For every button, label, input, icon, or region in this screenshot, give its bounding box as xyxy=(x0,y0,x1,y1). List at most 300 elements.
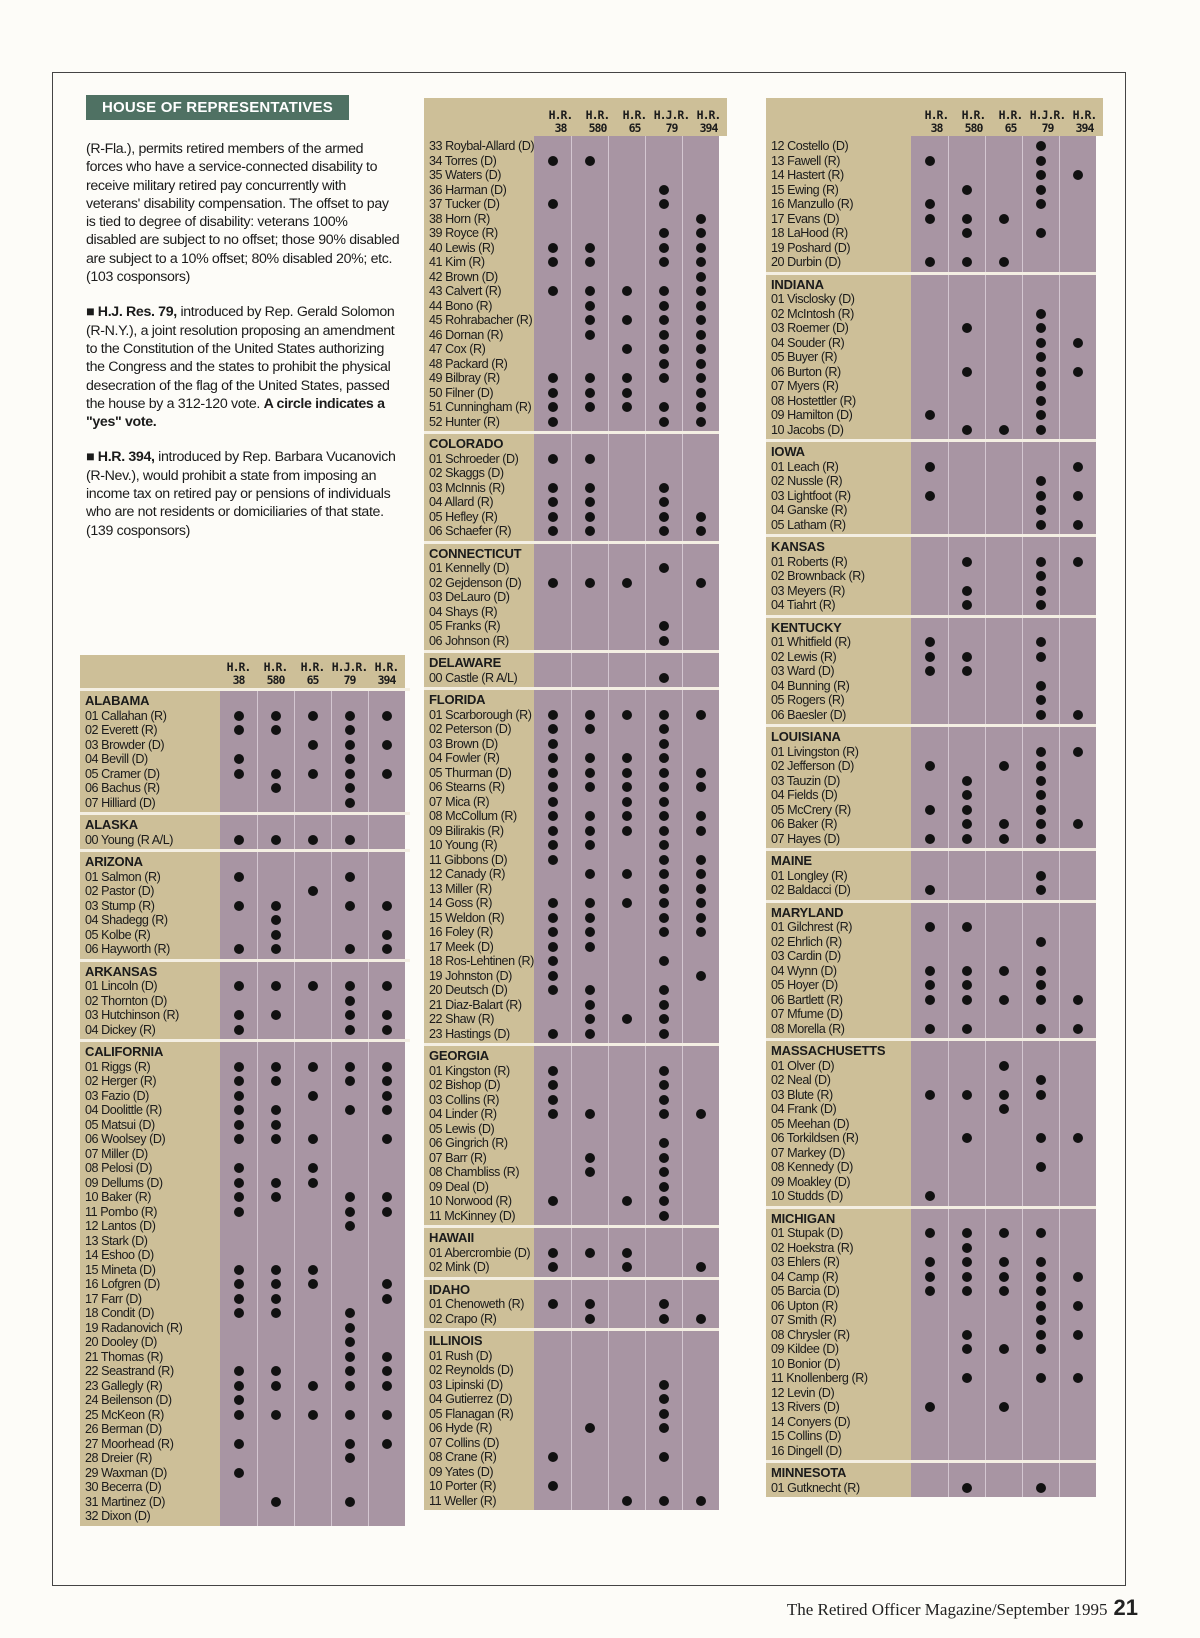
vote-table-column-2 xyxy=(424,98,719,1510)
yes-vote-dot xyxy=(1036,995,1046,1005)
yes-vote-dot xyxy=(696,344,706,354)
member-name: 01 Salmon (R) xyxy=(85,869,161,884)
yes-vote-dot xyxy=(345,1439,355,1449)
yes-vote-dot xyxy=(659,257,669,267)
yes-vote-dot xyxy=(659,1138,669,1148)
yes-vote-dot xyxy=(659,636,669,646)
yes-vote-dot xyxy=(382,1366,392,1376)
member-name: 02 Herger (R) xyxy=(85,1074,157,1088)
yes-vote-dot xyxy=(659,1014,669,1024)
state-section xyxy=(424,1328,719,1510)
yes-vote-dot xyxy=(696,214,706,224)
yes-vote-dot xyxy=(308,1279,318,1289)
yes-vote-dot xyxy=(1036,600,1046,610)
yes-vote-dot xyxy=(234,1207,244,1217)
yes-vote-dot xyxy=(999,1090,1009,1100)
yes-vote-dot xyxy=(696,228,706,238)
member-name: 17 Meek (D) xyxy=(429,939,494,954)
yes-vote-dot xyxy=(382,1105,392,1115)
yes-vote-dot xyxy=(548,578,558,588)
yes-vote-dot xyxy=(382,1279,392,1289)
vote-grid xyxy=(534,544,719,651)
yes-vote-dot xyxy=(345,1410,355,1420)
yes-vote-dot xyxy=(345,1453,355,1463)
yes-vote-dot xyxy=(271,1120,281,1130)
yes-vote-dot xyxy=(1036,1286,1046,1296)
member-name: 01 Olver (D) xyxy=(771,1058,835,1073)
state-name: DELAWARE xyxy=(429,655,502,670)
yes-vote-dot xyxy=(234,1308,244,1318)
yes-vote-dot xyxy=(696,1314,706,1324)
yes-vote-dot xyxy=(1036,790,1046,800)
yes-vote-dot xyxy=(696,272,706,282)
member-name: 02 Reynolds (D) xyxy=(429,1363,514,1377)
member-name: 48 Packard (R) xyxy=(429,356,508,371)
member-name: 03 Lipinski (D) xyxy=(429,1377,503,1392)
yes-vote-dot xyxy=(345,1497,355,1507)
member-name: 07 Myers (R) xyxy=(771,379,839,393)
yes-vote-dot xyxy=(585,373,595,383)
yes-vote-dot xyxy=(585,898,595,908)
yes-vote-dot xyxy=(548,483,558,493)
yes-vote-dot xyxy=(696,578,706,588)
member-name: 08 Kennedy (D) xyxy=(771,1160,853,1174)
member-name: 10 Baker (R) xyxy=(85,1190,151,1204)
member-name: 01 Kennelly (D) xyxy=(429,561,510,575)
member-name: 33 Roybal-Allard (D) xyxy=(429,139,535,153)
yes-vote-dot xyxy=(548,768,558,778)
state-name: CONNECTICUT xyxy=(429,545,522,561)
member-name: 06 Johnson (R) xyxy=(429,633,509,648)
yes-vote-dot xyxy=(585,1248,595,1258)
member-name: 05 Kolbe (R) xyxy=(85,927,151,942)
yes-vote-dot xyxy=(271,725,281,735)
member-name: 04 Souder (R) xyxy=(771,335,845,350)
member-name: 06 Hyde (R) xyxy=(429,1421,492,1435)
member-name: 10 Jacobs (D) xyxy=(771,422,844,437)
yes-vote-dot xyxy=(1073,462,1083,472)
member-name: 44 Bono (R) xyxy=(429,298,492,313)
member-name: 03 Brown (D) xyxy=(429,736,498,751)
yes-vote-dot xyxy=(659,185,669,195)
yes-vote-dot xyxy=(962,819,972,829)
yes-vote-dot xyxy=(962,666,972,676)
yes-vote-dot xyxy=(548,753,558,763)
vote-grid xyxy=(911,442,1096,534)
yes-vote-dot xyxy=(925,1024,935,1034)
yes-vote-dot xyxy=(696,301,706,311)
yes-vote-dot xyxy=(548,956,558,966)
state-section xyxy=(80,688,410,812)
yes-vote-dot xyxy=(659,330,669,340)
yes-vote-dot xyxy=(585,942,595,952)
member-name: 20 Dooley (D) xyxy=(85,1335,157,1349)
yes-vote-dot xyxy=(1036,520,1046,530)
yes-vote-dot xyxy=(345,1352,355,1362)
yes-vote-dot xyxy=(659,840,669,850)
yes-vote-dot xyxy=(234,872,244,882)
yes-vote-dot xyxy=(308,740,318,750)
yes-vote-dot xyxy=(696,710,706,720)
bill-header xyxy=(424,98,727,136)
yes-vote-dot xyxy=(234,1010,244,1020)
yes-vote-dot xyxy=(548,971,558,981)
state-name: ARIZONA xyxy=(85,854,143,869)
yes-vote-dot xyxy=(962,257,972,267)
yes-vote-dot xyxy=(308,711,318,721)
yes-vote-dot xyxy=(308,835,318,845)
yes-vote-dot xyxy=(1036,557,1046,567)
yes-vote-dot xyxy=(622,286,632,296)
yes-vote-dot xyxy=(1036,1483,1046,1493)
bill-column-label: H.R. 580 xyxy=(961,108,986,135)
yes-vote-dot xyxy=(659,315,669,325)
yes-vote-dot xyxy=(962,1257,972,1267)
member-name: 04 Shadegg (R) xyxy=(85,913,168,927)
yes-vote-dot xyxy=(271,1178,281,1188)
yes-vote-dot xyxy=(271,711,281,721)
yes-vote-dot xyxy=(548,913,558,923)
yes-vote-dot xyxy=(585,1000,595,1010)
member-name: 23 Gallegly (R) xyxy=(85,1378,163,1393)
member-name: 06 Bartlett (R) xyxy=(771,992,843,1007)
yes-vote-dot xyxy=(962,776,972,786)
bill-column-label: H.R. 580 xyxy=(585,108,610,135)
state-name: GEORGIA xyxy=(429,1048,489,1063)
yes-vote-dot xyxy=(925,805,935,815)
yes-vote-dot xyxy=(585,985,595,995)
bill-column-label: H.R. 38 xyxy=(548,108,573,135)
yes-vote-dot xyxy=(925,637,935,647)
yes-vote-dot xyxy=(234,1366,244,1376)
member-name: 05 Latham (R) xyxy=(771,517,846,532)
member-name: 07 Markey (D) xyxy=(771,1145,845,1160)
yes-vote-dot xyxy=(659,1066,669,1076)
state-section xyxy=(80,849,410,959)
member-name: 09 Hamilton (D) xyxy=(771,408,853,422)
member-name: 02 Jefferson (D) xyxy=(771,759,854,773)
yes-vote-dot xyxy=(622,768,632,778)
state-section xyxy=(766,848,1096,900)
yes-vote-dot xyxy=(308,769,318,779)
yes-vote-dot xyxy=(622,388,632,398)
yes-vote-dot xyxy=(1036,425,1046,435)
member-name: 07 Mica (R) xyxy=(429,794,490,809)
member-name: 04 Doolittle (R) xyxy=(85,1103,162,1117)
yes-vote-dot xyxy=(345,1207,355,1217)
yes-vote-dot xyxy=(382,1134,392,1144)
yes-vote-dot xyxy=(308,1062,318,1072)
yes-vote-dot xyxy=(234,1163,244,1173)
state-name: MICHIGAN xyxy=(771,1210,836,1226)
yes-vote-dot xyxy=(234,1105,244,1115)
yes-vote-dot xyxy=(382,944,392,954)
state-name: MINNESOTA xyxy=(771,1465,847,1480)
member-name: 19 Johnston (D) xyxy=(429,968,512,983)
yes-vote-dot xyxy=(962,1286,972,1296)
yes-vote-dot xyxy=(1036,571,1046,581)
yes-vote-dot xyxy=(585,578,595,588)
yes-vote-dot xyxy=(1073,1024,1083,1034)
yes-vote-dot xyxy=(999,1272,1009,1282)
member-name: 02 Crapo (R) xyxy=(429,1311,497,1326)
yes-vote-dot xyxy=(585,913,595,923)
yes-vote-dot xyxy=(585,512,595,522)
yes-vote-dot xyxy=(1036,410,1046,420)
magazine-credit: The Retired Officer Magazine/September 1995 xyxy=(786,1600,1108,1619)
yes-vote-dot xyxy=(548,782,558,792)
yes-vote-dot xyxy=(659,739,669,749)
yes-vote-dot xyxy=(548,1029,558,1039)
member-name: 14 Goss (R) xyxy=(429,896,492,910)
vote-grid xyxy=(220,962,405,1040)
yes-vote-dot xyxy=(382,981,392,991)
yes-vote-dot xyxy=(308,1410,318,1420)
member-name: 04 Bunning (R) xyxy=(771,678,850,693)
yes-vote-dot xyxy=(1036,586,1046,596)
yes-vote-dot xyxy=(1036,747,1046,757)
yes-vote-dot xyxy=(585,724,595,734)
member-name: 26 Berman (D) xyxy=(85,1422,162,1436)
member-name: 12 Lantos (D) xyxy=(85,1219,156,1233)
vote-grid xyxy=(534,1331,719,1510)
state-section xyxy=(424,687,719,1043)
yes-vote-dot xyxy=(234,981,244,991)
yes-vote-dot xyxy=(696,1496,706,1506)
yes-vote-dot xyxy=(585,753,595,763)
yes-vote-dot xyxy=(1036,1133,1046,1143)
yes-vote-dot xyxy=(234,1091,244,1101)
state-section xyxy=(424,650,719,687)
yes-vote-dot xyxy=(696,388,706,398)
yes-vote-dot xyxy=(234,1062,244,1072)
yes-vote-dot xyxy=(585,330,595,340)
yes-vote-dot xyxy=(659,855,669,865)
yes-vote-dot xyxy=(622,869,632,879)
yes-vote-dot xyxy=(548,927,558,937)
yes-vote-dot xyxy=(659,526,669,536)
intro-paragraph-2: ■ H.J. Res. 79, introduced by Rep. Gerald Solomon (R-N.Y.), a joint resolution proposing an amendment to the Constitution of the United States authorizing the Congress and the states to prohibit the physical desecration of the flag of the United States, passed the house by a 312-120 vote. A circle indicates a "yes" vote. xyxy=(86,304,395,431)
yes-vote-dot xyxy=(1036,1373,1046,1383)
vote-table-column-1 xyxy=(80,655,410,1526)
yes-vote-dot xyxy=(1036,156,1046,166)
yes-vote-dot xyxy=(962,1483,972,1493)
yes-vote-dot xyxy=(1036,228,1046,238)
yes-vote-dot xyxy=(548,811,558,821)
member-name: 09 Dellums (D) xyxy=(85,1175,163,1190)
yes-vote-dot xyxy=(659,483,669,493)
yes-vote-dot xyxy=(271,1010,281,1020)
yes-vote-dot xyxy=(962,1133,972,1143)
bill-column-label: H.R. 394 xyxy=(1072,108,1097,135)
yes-vote-dot xyxy=(659,956,669,966)
yes-vote-dot xyxy=(659,1314,669,1324)
yes-vote-dot xyxy=(999,214,1009,224)
state-section xyxy=(424,136,719,431)
yes-vote-dot xyxy=(585,315,595,325)
yes-vote-dot xyxy=(345,1025,355,1035)
member-name: 05 Cramer (D) xyxy=(85,766,160,781)
yes-vote-dot xyxy=(925,1402,935,1412)
yes-vote-dot xyxy=(999,1228,1009,1238)
member-name: 49 Bilbray (R) xyxy=(429,371,500,385)
member-name: 08 Hostettler (R) xyxy=(771,393,856,408)
yes-vote-dot xyxy=(271,1497,281,1507)
yes-vote-dot xyxy=(1073,1330,1083,1340)
yes-vote-dot xyxy=(585,1167,595,1177)
member-name: 06 Hayworth (R) xyxy=(85,942,170,956)
yes-vote-dot xyxy=(382,1352,392,1362)
state-name: KANSAS xyxy=(771,539,825,554)
member-name: 31 Martinez (D) xyxy=(85,1494,166,1509)
yes-vote-dot xyxy=(345,1062,355,1072)
member-name: 04 Camp (R) xyxy=(771,1269,839,1284)
yes-vote-dot xyxy=(659,768,669,778)
member-name: 43 Calvert (R) xyxy=(429,284,502,298)
member-name: 34 Torres (D) xyxy=(429,153,497,168)
state-section xyxy=(424,1277,719,1329)
yes-vote-dot xyxy=(1073,557,1083,567)
yes-vote-dot xyxy=(696,243,706,253)
yes-vote-dot xyxy=(925,156,935,166)
yes-vote-dot xyxy=(345,901,355,911)
member-name: 10 Porter (R) xyxy=(429,1479,496,1493)
vote-grid xyxy=(911,1041,1096,1206)
yes-vote-dot xyxy=(962,922,972,932)
member-name: 03 Cardin (D) xyxy=(771,949,841,963)
yes-vote-dot xyxy=(271,915,281,925)
member-name: 06 Upton (R) xyxy=(771,1298,838,1313)
yes-vote-dot xyxy=(659,1167,669,1177)
member-name: 01 Scarborough (R) xyxy=(429,707,532,722)
member-name: 18 LaHood (R) xyxy=(771,226,848,240)
yes-vote-dot xyxy=(962,1024,972,1034)
yes-vote-dot xyxy=(659,512,669,522)
yes-vote-dot xyxy=(345,1366,355,1376)
yes-vote-dot xyxy=(548,526,558,536)
member-name: 02 Pastor (D) xyxy=(85,884,155,898)
member-name: 06 Baesler (D) xyxy=(771,707,846,722)
state-name: MAINE xyxy=(771,853,812,868)
member-name: 02 McIntosh (R) xyxy=(771,306,854,321)
member-name: 13 Stark (D) xyxy=(85,1233,148,1248)
vote-grid xyxy=(534,690,719,1043)
member-name: 13 Miller (R) xyxy=(429,881,492,896)
yes-vote-dot xyxy=(962,1090,972,1100)
state-name: MARYLAND xyxy=(771,904,844,920)
yes-vote-dot xyxy=(659,1452,669,1462)
yes-vote-dot xyxy=(585,454,595,464)
member-name: 01 Longley (R) xyxy=(771,868,848,883)
yes-vote-dot xyxy=(1036,637,1046,647)
yes-vote-dot xyxy=(548,724,558,734)
yes-vote-dot xyxy=(696,884,706,894)
yes-vote-dot xyxy=(962,834,972,844)
yes-vote-dot xyxy=(308,886,318,896)
yes-vote-dot xyxy=(234,1410,244,1420)
yes-vote-dot xyxy=(382,769,392,779)
yes-vote-dot xyxy=(234,1468,244,1478)
member-name: 02 Lewis (R) xyxy=(771,649,837,664)
member-name: 07 Miller (D) xyxy=(85,1146,148,1161)
member-name: 03 Ehlers (R) xyxy=(771,1255,840,1269)
yes-vote-dot xyxy=(382,1076,392,1086)
member-name: 02 Mink (D) xyxy=(429,1260,490,1274)
yes-vote-dot xyxy=(585,1423,595,1433)
member-name: 05 Franks (R) xyxy=(429,619,501,633)
yes-vote-dot xyxy=(962,600,972,610)
state-section xyxy=(424,541,719,651)
yes-vote-dot xyxy=(696,811,706,821)
bill-header xyxy=(766,98,1103,136)
yes-vote-dot xyxy=(382,1294,392,1304)
yes-vote-dot xyxy=(585,826,595,836)
yes-vote-dot xyxy=(696,855,706,865)
member-name: 08 Pelosi (D) xyxy=(85,1161,152,1175)
state-section xyxy=(424,1225,719,1277)
yes-vote-dot xyxy=(345,1192,355,1202)
yes-vote-dot xyxy=(382,1010,392,1020)
yes-vote-dot xyxy=(622,344,632,354)
state-section xyxy=(766,1206,1096,1461)
vote-grid xyxy=(911,903,1096,1039)
yes-vote-dot xyxy=(345,1323,355,1333)
yes-vote-dot xyxy=(925,966,935,976)
yes-vote-dot xyxy=(1036,141,1046,151)
member-name: 04 Ganske (R) xyxy=(771,503,848,517)
yes-vote-dot xyxy=(1036,966,1046,976)
yes-vote-dot xyxy=(696,286,706,296)
yes-vote-dot xyxy=(659,243,669,253)
member-name: 05 Flanagan (R) xyxy=(429,1406,514,1421)
member-name: 01 Abercrombie (D) xyxy=(429,1245,531,1260)
yes-vote-dot xyxy=(659,497,669,507)
yes-vote-dot xyxy=(962,1243,972,1253)
yes-vote-dot xyxy=(925,995,935,1005)
member-name: 05 Thurman (D) xyxy=(429,765,512,780)
member-name: 03 Fazio (D) xyxy=(85,1088,149,1103)
yes-vote-dot xyxy=(345,711,355,721)
member-name: 16 Manzullo (R) xyxy=(771,197,854,211)
yes-vote-dot xyxy=(585,257,595,267)
yes-vote-dot xyxy=(622,402,632,412)
yes-vote-dot xyxy=(999,1402,1009,1412)
yes-vote-dot xyxy=(308,1134,318,1144)
yes-vote-dot xyxy=(622,1014,632,1024)
yes-vote-dot xyxy=(548,898,558,908)
yes-vote-dot xyxy=(271,1192,281,1202)
member-name: 39 Royce (R) xyxy=(429,226,498,240)
member-name: 08 McCollum (R) xyxy=(429,809,517,823)
member-name: 10 Norwood (R) xyxy=(429,1194,512,1208)
member-name: 04 Wynn (D) xyxy=(771,963,837,978)
yes-vote-dot xyxy=(1036,1315,1046,1325)
yes-vote-dot xyxy=(548,402,558,412)
yes-vote-dot xyxy=(659,797,669,807)
yes-vote-dot xyxy=(696,373,706,383)
yes-vote-dot xyxy=(548,1196,558,1206)
state-name: COLORADO xyxy=(429,436,504,451)
member-name: 08 Chambliss (R) xyxy=(429,1165,520,1179)
vote-grid xyxy=(220,1042,405,1526)
member-name: 09 Deal (D) xyxy=(429,1179,489,1194)
yes-vote-dot xyxy=(548,512,558,522)
state-name: ALABAMA xyxy=(85,693,150,708)
vote-grid xyxy=(911,537,1096,615)
yes-vote-dot xyxy=(345,1010,355,1020)
yes-vote-dot xyxy=(925,761,935,771)
yes-vote-dot xyxy=(345,981,355,991)
